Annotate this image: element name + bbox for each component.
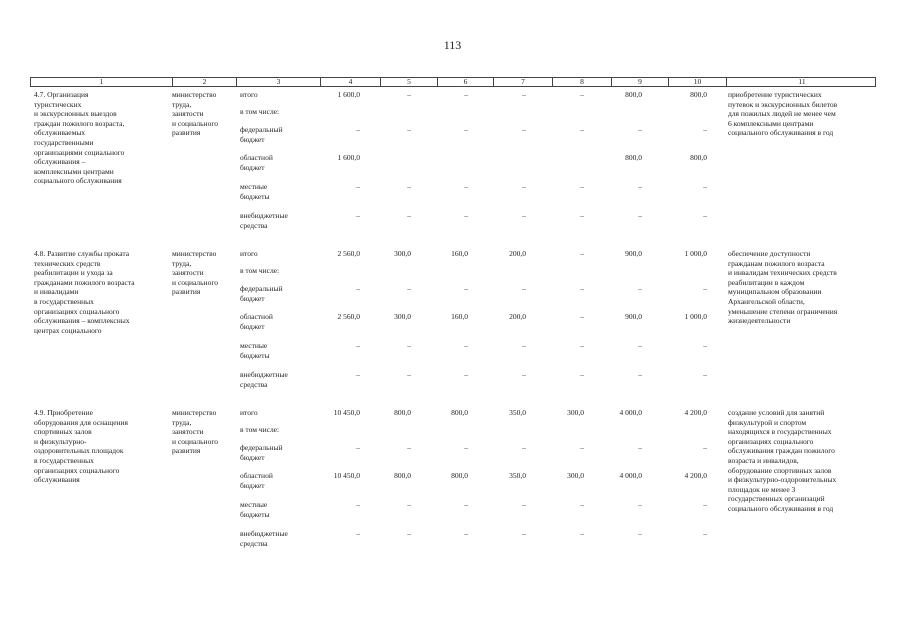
- funding-value-cell: –: [580, 500, 584, 509]
- funding-value-cell: –: [638, 341, 642, 350]
- funding-value-cell: –: [407, 370, 411, 379]
- funding-source-label: областной: [240, 471, 273, 480]
- responsible-agency-line: занятости: [172, 268, 204, 278]
- funding-value-cell: –: [407, 125, 411, 134]
- funding-value-cell: 800,0: [625, 90, 642, 99]
- funding-value-cell: –: [356, 125, 360, 134]
- funding-value-cell: –: [638, 211, 642, 220]
- funding-value-cell: –: [464, 182, 468, 191]
- expected-result-line: реабилитации в каждом: [728, 277, 805, 287]
- funding-value-cell: –: [580, 125, 584, 134]
- funding-source-label: внебюджетные: [240, 529, 288, 538]
- responsible-agency-line: труда,: [172, 99, 192, 109]
- expected-result-line: гражданам пожилого возраста: [728, 258, 825, 268]
- funding-source-label: местные: [240, 500, 268, 509]
- expected-result-line: обслуживания граждан пожилого: [728, 446, 835, 456]
- column-header-8: 8: [553, 78, 612, 86]
- funding-value-cell: –: [356, 500, 360, 509]
- measure-name-line: в государственных: [34, 297, 94, 306]
- funding-value-cell: –: [356, 182, 360, 191]
- column-header-3: 3: [237, 78, 321, 86]
- funding-source-label: бюджеты: [240, 191, 270, 201]
- funding-source-label: итого: [240, 408, 258, 417]
- measure-name-line: и инвалидами: [34, 287, 79, 297]
- funding-value-cell: –: [703, 125, 707, 134]
- expected-result-line: путевок и экскурсионных билетов: [728, 99, 838, 109]
- expected-result-line: 6 комплексными центрами: [728, 118, 814, 128]
- funding-value-cell: –: [464, 125, 468, 134]
- funding-value-cell: 350,0: [509, 408, 526, 417]
- page-number: 113: [443, 38, 462, 52]
- responsible-agency-line: министерство: [172, 249, 217, 258]
- funding-value-cell: –: [464, 500, 468, 509]
- funding-value-cell: –: [522, 182, 526, 191]
- funding-value-cell: –: [580, 312, 584, 321]
- funding-value-cell: –: [703, 284, 707, 293]
- funding-value-cell: –: [464, 90, 468, 99]
- funding-value-cell: –: [703, 443, 707, 452]
- funding-value-cell: –: [522, 90, 526, 99]
- funding-value-cell: –: [407, 284, 411, 293]
- responsible-agency-line: министерство: [172, 90, 217, 99]
- measure-name-line: обслуживания –: [34, 157, 86, 167]
- responsible-agency-line: развития: [172, 128, 201, 138]
- responsible-agency-line: занятости: [172, 427, 204, 437]
- funding-value-cell: –: [407, 500, 411, 509]
- funding-value-cell: –: [638, 500, 642, 509]
- funding-source-label: средства: [240, 220, 268, 230]
- funding-source-label: местные: [240, 341, 268, 350]
- funding-value-cell: –: [703, 370, 707, 379]
- funding-value-cell: –: [464, 341, 468, 350]
- responsible-agency-line: и социального: [172, 436, 218, 446]
- funding-source-label: бюджет: [240, 321, 265, 331]
- funding-value-cell: –: [464, 443, 468, 452]
- funding-value-cell: –: [522, 125, 526, 134]
- funding-value-cell: –: [522, 500, 526, 509]
- expected-result-line: муниципальном образовании: [728, 287, 822, 297]
- table-header-row: [30, 77, 876, 87]
- funding-value-cell: –: [638, 529, 642, 538]
- column-header-6: 6: [438, 78, 494, 86]
- measure-name-line: социального обслуживания: [34, 176, 122, 186]
- expected-result-line: для пожилых людей не менее чем: [728, 109, 836, 119]
- funding-value-cell: 800,0: [625, 153, 642, 162]
- measure-name-line: обслуживания: [34, 475, 80, 485]
- funding-source-label: федеральный: [240, 443, 283, 452]
- funding-source-label: бюджет: [240, 480, 265, 490]
- funding-value-cell: 900,0: [625, 312, 642, 321]
- funding-value-cell: –: [638, 182, 642, 191]
- column-header-2: 2: [173, 78, 237, 86]
- funding-value-cell: –: [464, 211, 468, 220]
- funding-source-label: бюджеты: [240, 509, 270, 519]
- funding-value-cell: 1 600,0: [337, 90, 360, 99]
- funding-value-cell: 300,0: [394, 312, 411, 321]
- measure-name-line: и физкультурно-: [34, 436, 87, 446]
- funding-value-cell: –: [356, 341, 360, 350]
- funding-value-cell: –: [522, 211, 526, 220]
- expected-result-line: создание условий для занятий: [728, 408, 825, 417]
- measure-name-line: организациями социального: [34, 147, 125, 157]
- funding-value-cell: –: [638, 125, 642, 134]
- measure-name-line: и экскурсионных выездов: [34, 109, 117, 119]
- measure-name-line: центрах социального: [34, 325, 102, 335]
- funding-source-label: областной: [240, 153, 273, 162]
- funding-value-cell: –: [407, 529, 411, 538]
- funding-value-cell: 800,0: [690, 153, 707, 162]
- measure-name-line: реабилитации и ухода за: [34, 268, 113, 278]
- funding-value-cell: 200,0: [509, 312, 526, 321]
- expected-result-line: и инвалидам технических средств: [728, 268, 837, 278]
- funding-value-cell: –: [703, 211, 707, 220]
- funding-value-cell: 160,0: [451, 249, 468, 258]
- responsible-agency-line: занятости: [172, 109, 204, 119]
- funding-source-label: внебюджетные: [240, 370, 288, 379]
- funding-value-cell: –: [703, 182, 707, 191]
- funding-value-cell: –: [638, 370, 642, 379]
- expected-result-line: организациях социального: [728, 436, 814, 446]
- expected-result-line: находящихся в государственных: [728, 427, 832, 437]
- funding-value-cell: –: [464, 529, 468, 538]
- funding-source-label: бюджет: [240, 293, 265, 303]
- funding-source-label: бюджет: [240, 162, 265, 172]
- column-header-7: 7: [494, 78, 553, 86]
- funding-value-cell: –: [522, 284, 526, 293]
- funding-value-cell: 2 560,0: [337, 249, 360, 258]
- measure-name-line: оборудования для оснащения: [34, 417, 129, 427]
- funding-value-cell: –: [356, 284, 360, 293]
- funding-value-cell: –: [580, 529, 584, 538]
- funding-source-label: федеральный: [240, 125, 283, 134]
- funding-value-cell: –: [580, 341, 584, 350]
- funding-value-cell: –: [580, 284, 584, 293]
- funding-source-label: федеральный: [240, 284, 283, 293]
- measure-name-line: комплексными центрами: [34, 166, 114, 176]
- responsible-agency-line: и социального: [172, 118, 218, 128]
- funding-value-cell: –: [356, 370, 360, 379]
- funding-value-cell: 800,0: [394, 471, 411, 480]
- funding-value-cell: 1 000,0: [684, 312, 707, 321]
- funding-value-cell: –: [703, 341, 707, 350]
- funding-value-cell: –: [356, 529, 360, 538]
- funding-source-label: итого: [240, 249, 258, 258]
- funding-value-cell: 10 450,0: [333, 408, 360, 417]
- funding-value-cell: –: [580, 90, 584, 99]
- funding-value-cell: 1 000,0: [684, 249, 707, 258]
- funding-value-cell: 2 560,0: [337, 312, 360, 321]
- funding-value-cell: –: [522, 529, 526, 538]
- measure-name-line: обслуживаемых: [34, 128, 86, 138]
- funding-source-label: бюджет: [240, 452, 265, 462]
- funding-value-cell: –: [580, 182, 584, 191]
- funding-value-cell: –: [580, 370, 584, 379]
- expected-result-line: государственных организаций: [728, 494, 825, 504]
- funding-value-cell: –: [407, 90, 411, 99]
- measure-name-line: оздоровительных площадок: [34, 446, 124, 456]
- column-header-5: 5: [381, 78, 438, 86]
- expected-result-line: приобретение туристических: [728, 90, 822, 99]
- funding-value-cell: 800,0: [690, 90, 707, 99]
- expected-result-line: Архангельской области,: [728, 297, 805, 306]
- responsible-agency-line: труда,: [172, 258, 192, 268]
- funding-value-cell: 4 000,0: [619, 408, 642, 417]
- funding-value-cell: –: [464, 370, 468, 379]
- funding-value-cell: 4 200,0: [684, 408, 707, 417]
- funding-source-label: бюджеты: [240, 350, 270, 360]
- funding-value-cell: 4 200,0: [684, 471, 707, 480]
- funding-value-cell: 350,0: [509, 471, 526, 480]
- funding-source-label: бюджет: [240, 134, 265, 144]
- funding-value-cell: –: [407, 341, 411, 350]
- column-header-11: 11: [798, 77, 806, 86]
- funding-value-cell: –: [407, 182, 411, 191]
- measure-name-line: спортивных залов: [34, 427, 92, 437]
- responsible-agency-line: и социального: [172, 277, 218, 287]
- funding-source-label: средства: [240, 379, 268, 389]
- measure-name-line: 4.8. Развитие службы проката: [34, 249, 130, 258]
- funding-value-cell: 800,0: [451, 408, 468, 417]
- funding-value-cell: –: [703, 529, 707, 538]
- funding-value-cell: –: [580, 443, 584, 452]
- measure-name-line: технических средств: [34, 258, 101, 268]
- measure-name-line: государственными: [34, 138, 94, 147]
- expected-result-line: уменьшение степени ограничения: [728, 306, 838, 316]
- expected-result-line: обеспечение доступности: [728, 249, 811, 258]
- measure-name-line: туристических: [34, 99, 82, 109]
- column-header-9: 9: [612, 78, 669, 86]
- funding-source-label: итого: [240, 90, 258, 99]
- funding-value-cell: –: [522, 370, 526, 379]
- funding-value-cell: 200,0: [509, 249, 526, 258]
- funding-value-cell: 1 600,0: [337, 153, 360, 162]
- funding-source-label: средства: [240, 538, 268, 548]
- column-header-4: 4: [321, 78, 381, 86]
- funding-value-cell: –: [356, 211, 360, 220]
- funding-source-label: в том числе:: [240, 266, 280, 275]
- funding-value-cell: 300,0: [567, 471, 584, 480]
- funding-value-cell: –: [580, 211, 584, 220]
- expected-result-line: и физкультурно-оздоровительных: [728, 475, 837, 485]
- funding-value-cell: –: [407, 443, 411, 452]
- responsible-agency-line: труда,: [172, 417, 192, 427]
- measure-name-line: гражданами пожилого возраста: [34, 277, 135, 287]
- funding-source-label: внебюджетные: [240, 211, 288, 220]
- funding-value-cell: –: [407, 211, 411, 220]
- funding-value-cell: 160,0: [451, 312, 468, 321]
- measure-name-line: обслуживания – комплексных: [34, 316, 130, 326]
- column-header-10: 10: [669, 78, 727, 86]
- funding-value-cell: –: [356, 443, 360, 452]
- funding-value-cell: –: [638, 443, 642, 452]
- expected-result-line: социального обслуживания в год: [728, 504, 834, 513]
- expected-result-line: жизнедеятельности: [728, 316, 791, 326]
- funding-source-label: местные: [240, 182, 268, 191]
- funding-value-cell: 300,0: [394, 249, 411, 258]
- funding-value-cell: 800,0: [394, 408, 411, 417]
- funding-value-cell: –: [522, 443, 526, 452]
- expected-result-line: оборудование спортивных залов: [728, 465, 832, 475]
- funding-value-cell: 900,0: [625, 249, 642, 258]
- funding-value-cell: –: [703, 500, 707, 509]
- funding-source-label: в том числе:: [240, 107, 280, 116]
- expected-result-line: возраста и инвалидов,: [728, 456, 799, 465]
- expected-result-line: социального обслуживания в год: [728, 128, 834, 138]
- funding-value-cell: 10 450,0: [333, 471, 360, 480]
- funding-value-cell: 300,0: [567, 408, 584, 417]
- measure-name-line: организациях социального: [34, 306, 120, 316]
- funding-value-cell: 4 000,0: [619, 471, 642, 480]
- measure-name-line: организациях социального: [34, 465, 120, 475]
- measure-name-line: 4.7. Организация: [34, 90, 89, 99]
- funding-value-cell: –: [638, 284, 642, 293]
- funding-value-cell: –: [464, 284, 468, 293]
- expected-result-line: площадок не менее 3: [728, 484, 796, 494]
- responsible-agency-line: министерство: [172, 408, 217, 417]
- funding-value-cell: –: [522, 341, 526, 350]
- column-header-1: 1: [31, 78, 173, 86]
- responsible-agency-line: развития: [172, 446, 201, 456]
- funding-value-cell: 800,0: [451, 471, 468, 480]
- measure-name-line: в государственных: [34, 456, 94, 465]
- measure-name-line: 4.9. Приобретение: [34, 408, 93, 417]
- funding-source-label: областной: [240, 312, 273, 321]
- funding-source-label: в том числе:: [240, 425, 280, 434]
- measure-name-line: граждан пожилого возраста,: [34, 118, 125, 128]
- funding-value-cell: –: [580, 249, 584, 258]
- responsible-agency-line: развития: [172, 287, 201, 297]
- expected-result-line: физкультурой и спортом: [728, 417, 807, 427]
